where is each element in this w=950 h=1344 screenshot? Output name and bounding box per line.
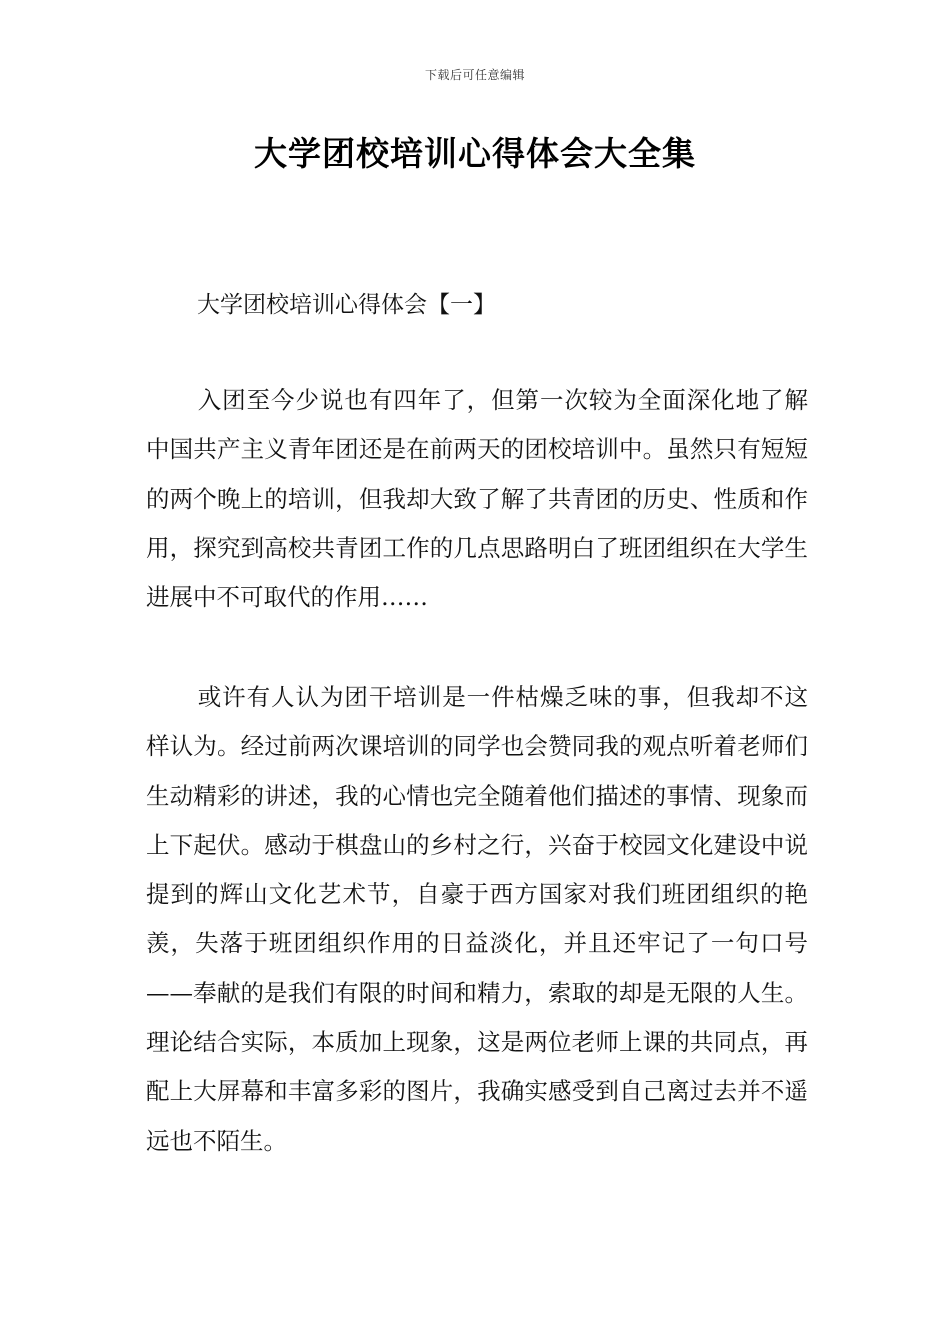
body-paragraph-1: 入团至今少说也有四年了，但第一次较为全面深化地了解中国共产主义青年团还是在前两天的团校培训中。虽然只有短短的两个晚上的培训，但我却大致了解了共青团的历史、性质和作用，探究到高校共青团工作的几点思路明白了班团组织在大学生进展中不可取代的作用…… xyxy=(146,386,808,612)
header-note: 下载后可任意编辑 xyxy=(424,68,525,82)
body-paragraph-2: 或许有人认为团干培训是一件枯燥乏味的事，但我却不这样认为。经过前两次课培训的同学也会赞同我的观点听着老师们生动精彩的讲述，我的心情也完全随着他们描述的事情、现象而上下起伏。感动于棋盘山的乡村之行，兴奋于校园文化建设中说提到的辉山文化艺术节，自豪于西方国家对我们班团组织的艳羡，失落于班团组织作用的日益淡化，并且还牢记了一句口号——奉献的是我们有限的时间和精力，索取的却是无限的人生。理论结合实际，本质加上现象，这是两位老师上课的共同点，再配上大屏幕和丰富多彩的图片，我确实感受到自己离过去并不遥远也不陌生。 xyxy=(146,683,808,1155)
document-title: 大学团校培训心得体会大全集 xyxy=(254,134,696,173)
section-heading: 大学团校培训心得体会【一】 xyxy=(197,292,496,318)
